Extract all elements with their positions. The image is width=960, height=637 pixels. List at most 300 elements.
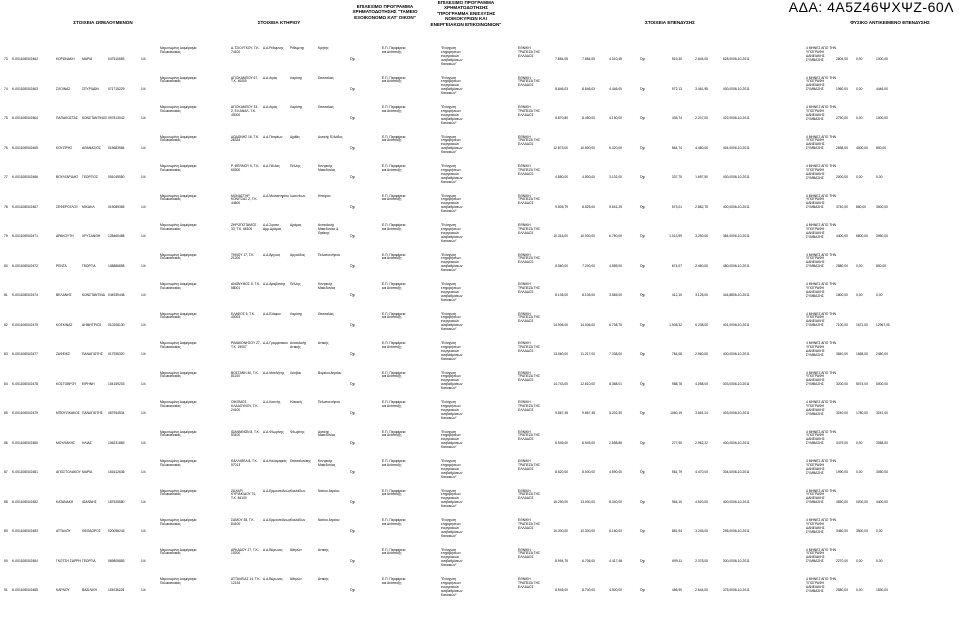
cell-t2: 0200,00 [856,499,868,504]
cell-surname: ΑΡΑΚΟΥΤΗ [56,234,74,238]
cell-t2: 0,00 [856,293,863,297]
cell-v4: 435,74 [671,116,682,120]
cell-person-note: 4 ΜΗΝΕΣ ΑΠΟ ΤΗΝ ΥΠΟΓΡΑΦΗ ΔΑΝΕΙΑΚΗΣ ΣΥΜΒΑΣΗΣ [806,429,837,446]
cell-v3: 6.320,00 [609,145,622,150]
cell-addr: ΑΤΤΑΛΕΙΑΣ 14, Τ.Κ. 12134 [231,577,261,585]
cell-v5: 4.058,00 [695,381,708,386]
cell-v5: 4.520,00 [695,499,708,504]
cell-v5: 6.238,00 [695,322,708,327]
cell-v3: 7.338,00 [609,352,622,356]
cell-v2: 6.706,00 [582,558,595,563]
cell-nomos: Κεντρικής Μακεδονίας [318,459,336,467]
header-beneficiary: ΣΤΟΙΧΕΙΑ ΩΦΕΛΟΥΜΕΝΟΝ [73,20,133,25]
cell-program-desc: "Ενίσχυση επιχειρήσεων ενεργειακών αναβαθμίσεων Κατοικιών" [441,370,463,391]
table-row [0,548,960,578]
cell-t2: 0,00 [856,263,863,268]
cell-program-desc: "Ενίσχυση επιχειρήσεων ενεργειακών αναβαθμίσεων Κατοικιών" [441,400,463,420]
table-header [0,0,960,44]
cell-ratio: 1/4 [141,263,146,268]
cell-area: Ηλειακή [290,400,302,404]
table-row [0,194,960,224]
cell-bank: ΕΘΝΙΚΗ ΤΡΑΠΕΖΑ ΤΗΣ ΕΛΛΑΔΟΣ [518,547,541,560]
cell-name: ΚΩΝΣΤΑΝΤΙΝΟΣ [82,116,108,120]
watermark-ada: ΑΔΑ: 4Α5Ζ46ΨΧΨΖ-60Λ [788,0,954,15]
cell-bank: ΕΘΝΙΚΗ ΤΡΑΠΕΖΑ ΤΗΣ ΕΛΛΑΔΟΣ [518,311,541,324]
cell-person-note: 4 ΜΗΝΕΣ ΑΠΟ ΤΗΝ ΥΠΟΓΡΑΦΗ ΔΑΝΕΙΑΚΗΣ ΣΥΜΒΑΣΗΣ [806,193,837,210]
cell-v6: 400,00 [722,440,733,445]
cell-v6: 400,00 [722,499,733,504]
cell-t2: 0,00 [856,588,863,592]
cell-v4: 972,13 [671,86,682,91]
cell-afm: 104159203 [108,381,125,386]
cell-v2: 9.867,45 [582,411,595,415]
cell-t3: 1830,00 [876,588,888,592]
cell-t3: 0,00 [876,558,883,563]
cell-t3: 0,00 [876,175,883,179]
cell-program-desc: "Ενίσχυση επιχειρήσεων ενεργειακών αναβαθμίσεων Κατοικιών" [441,518,463,538]
cell-person-note: 4 ΜΗΝΕΣ ΑΠΟ ΤΗΝ ΥΠΟΓΡΑΦΗ ΔΑΝΕΙΑΚΗΣ ΣΥΜΒΑΣΗΣ [806,459,837,475]
cell-type: Όχι [350,175,356,179]
cell-bank: ΕΘΝΙΚΗ ΤΡΑΠΕΖΑ ΤΗΣ ΕΛΛΑΔΟΣ [518,459,541,471]
cell-no: 77 [4,175,8,179]
cell-v3: 4.417,48 [609,558,622,563]
cell-v2: 7.200,00 [582,263,595,268]
table-row [0,341,960,371]
cell-type: Όχι [350,57,356,61]
cell-type: Όχι [640,588,646,592]
cell-v6: 400,00 [722,204,733,209]
cell-code: Κ-00110800/2472 [12,263,38,268]
cell-bank: ΕΘΝΙΚΗ ΤΡΑΠΕΖΑ ΤΗΣ ΕΛΛΑΔΟΣ [518,252,541,265]
cell-city: Δ.Δ.Αγιάς [263,75,278,80]
cell-type: Όχι [350,558,356,563]
cell-no: 83 [4,352,8,356]
cell-v3: 4.010,45 [609,57,622,61]
cell-v4: 1060,19 [670,411,682,415]
cell-v1: 9.505,79 [555,204,568,209]
cell-status: Μεμονωμένη Διαμέρισμα Πολυκατοικίας [160,193,197,202]
cell-name: ΠΑΝΑΓΙΩΤΗΣ [82,352,103,356]
cell-area: Ιωαννίνων [290,193,306,198]
cell-t2: 1668,00 [856,352,868,356]
cell-v5: 3.661,24 [695,411,708,415]
cell-v1: 8.846,03 [555,86,568,91]
table-row [0,135,960,165]
cell-afm: 044939448 [108,293,125,297]
cell-city: Δ.Δ.Πατρέων [263,134,283,139]
cell-v2: 8.700,00 [582,588,595,592]
cell-nomos: Αττικής [318,341,329,345]
cell-nomos: Κρήτης [318,46,329,50]
cell-date: 06-10-2011 [733,86,750,91]
cell-t1: 7100,00 [836,322,848,327]
cell-nomos: Βορείου Αιγαίου [318,370,342,375]
cell-v5: 1.697,50 [695,175,708,179]
cell-v3: 4.150,00 [609,116,622,120]
cell-surname: ΚΑΤΑΝΑΚΗ [56,499,74,504]
cell-region-text: Ε.Π. Περιφέρεια και Ανάπτυξη [382,341,406,349]
cell-v4: 1.908,32 [669,322,682,327]
cell-code: Κ-00110800/2463 [12,86,38,91]
cell-ratio: 1/4 [141,352,146,356]
cell-ratio: 1/4 [141,86,146,91]
cell-t1: 2880,00 [836,263,848,268]
table-row [0,312,960,342]
cell-status: Μεμονωμένη Διαμέρισμα Πολυκατοικίας [160,400,197,408]
cell-area: Λαρίσης [290,311,303,316]
cell-v5: 2.460,00 [695,263,708,268]
cell-surname: ΠΑΠΑΚΩΣΤΑΣ [56,116,78,120]
cell-no: 81 [4,293,8,297]
cell-v2: 8.846,03 [582,86,595,91]
cell-addr: ΟΙΚΟΜΟΣ ΚΛΑΔΟΥΝΟΥ, Τ.Κ. 24100 [231,400,259,412]
cell-addr: ΣΑΜΟΥ 35, Τ.Κ. 84100 [231,518,255,526]
cell-t1: 2270,00 [836,558,848,563]
cell-addr: Α-ΤΣΙΟΥΓΚΟΥ, Τ.Κ. 74100 [231,46,260,54]
cell-v5: 2.378,00 [695,558,708,563]
header-program-2: ΕΠΙΛΕΞΙΜΟ ΠΡΟΓΡΑΜΜΑ ΧΡΗΜΑΤΟΔΟΤΗΣΗΣ "ΠΡΟΓΡΑΜΜΑ ΕΝΙΣΧΥΣΗΣ ΝΟΙΚΟΚΥΡΙΩΝ ΚΑΙ ΕΝΕΡΓΕΙΑΚΩΝ ΕΠΙΚΟΙΝΩΝΙΩΝ" [430,0,502,27]
cell-v6: 384,00 [722,234,733,238]
cell-v6: 404,00 [722,145,733,150]
cell-area: Κυκλάδων [290,518,306,522]
cell-v4: 337,70 [671,175,682,179]
cell-name: ΠΑΝΑΓΙΩΤΗΣ [82,411,103,415]
cell-t3: 12967,00 [876,322,890,327]
cell-status: Μεμονωμένη Διαμέρισμα Πολυκατοικίας [160,370,197,379]
cell-t1: 1960,00 [836,86,848,91]
cell-v1: 8.949,00 [555,588,568,592]
cell-region-text: Ε.Π. Περιφέρεια και Ανάπτυξη [382,193,406,202]
cell-name: ΙΩΑΝΝΗΣ [82,499,97,504]
cell-nomos: Θεσσαλίας [318,75,334,80]
cell-surname: ΚΟΣΤΟΒΡΟΥ [56,381,77,386]
cell-ratio: 1/4 [141,322,146,327]
cell-addr: ΑΝΩΝΥΜΟΣ 5, Τ.Κ. 58001 [231,282,261,290]
header-investment: ΣΤΟΙΧΕΙΑ ΕΠΕΝΔΥΣΗΣ [645,20,695,25]
data-table [0,46,960,607]
cell-t3: 3058,00 [876,440,888,445]
cell-program-desc: "Ενίσχυση επιχειρήσεων ενεργειακών αναβαθμίσεων Κατοικιών" [441,429,463,450]
cell-surname: ΑΠΟΣΤΟΛΑΚΟΥ [56,470,81,474]
cell-v2: 8.000,00 [582,470,595,474]
cell-v5: 2.207,00 [695,116,708,120]
cell-name: ΓΕΩΡΓΙΟΣ [82,175,99,179]
cell-v3: 5.541,25 [609,204,622,209]
cell-v6: 295,00 [722,529,733,533]
cell-type: Όχι [640,116,646,120]
cell-v3: 6.160,00 [609,529,622,533]
cell-name: ΑΘΑΝΑΣΙΟΣ [82,145,101,150]
cell-v2: 8.450,00 [582,116,595,120]
cell-person-note: 4 ΜΗΝΕΣ ΑΠΟ ΤΗΝ ΥΠΟΓΡΑΦΗ ΔΑΝΕΙΑΚΗΣ ΣΥΜΒΑΣΗΣ [806,164,837,180]
cell-t2: 0,00 [856,470,863,474]
cell-surname: ΜΠΟΥΖΙΚΑΚΟΣ [56,411,80,415]
cell-no: 89 [4,529,8,533]
cell-area: Λαρίσης [290,105,303,109]
cell-v1: 10.316,00 [553,234,568,238]
cell-bank: ΕΘΝΙΚΗ ΤΡΑΠΕΖΑ ΤΗΣ ΕΛΛΑΔΟΣ [518,223,541,235]
cell-v1: 10.300,00 [553,529,568,533]
cell-ratio: 1/4 [141,381,146,386]
cell-region-text: Ε.Π. Περιφέρεια και Ανάπτυξη [382,577,406,585]
cell-v6: 400,00 [722,352,733,356]
cell-afm: 010208130 [108,322,125,327]
cell-v4: 964,10 [671,499,682,504]
cell-no: 85 [4,411,8,415]
cell-v2: 4.800,00 [582,175,595,179]
cell-area: Αθηνών [290,547,302,552]
cell-name: ΓΕΩΡΓΙΑ [82,558,96,563]
cell-t1: 3840,00 [836,352,848,356]
cell-surname: ΚΑΡΝΟΥ [56,588,70,592]
cell-v4: 573,01 [671,204,682,209]
cell-t3: 5000,00 [876,381,888,386]
cell-v3: 4.500,00 [609,588,622,592]
cell-v1: 4.850,00 [555,175,568,179]
cell-v2: 10.800,00 [580,145,595,150]
cell-afm: 115036225 [108,588,125,592]
cell-bank: ΕΘΝΙΚΗ ΤΡΑΠΕΖΑ ΤΗΣ ΕΛΛΑΔΟΣ [518,134,541,147]
cell-ratio: 1/4 [141,440,146,445]
cell-t3: 2450,00 [876,352,888,356]
cell-code: Κ-00110800/2477 [12,352,38,356]
cell-status: Μεμονωμένη Διαμέρισμα Πολυκατοικίας [160,105,197,113]
table-row [0,253,960,283]
cell-type: Όχι [350,86,356,91]
cell-region-text: Ε.Π. Περιφέρεια και Ανάπτυξη [382,518,406,526]
cell-city: Δ.Δ.Φλωρίνης [263,429,284,434]
cell-surname: ΖΑΦΕΙΚΣ [56,352,71,356]
cell-t1: 2804,00 [836,57,848,61]
cell-person-note: 4 ΜΗΝΕΣ ΑΠΟ ΤΗΝ ΥΠΟΓΡΑΦΗ ΔΑΝΕΙΑΚΗΣ ΣΥΜΒΑΣΗΣ [806,105,837,121]
cell-city: Δ.Δ.Γραμματικού [263,341,288,345]
cell-t1: 4400,00 [836,234,848,238]
cell-t2: 1780,00 [856,411,868,415]
cell-t2: 0,00 [856,86,863,91]
cell-code: Κ-00110800/2467 [12,204,38,209]
cell-t2: 1671,00 [856,322,868,327]
cell-no: 79 [4,234,8,238]
cell-city: Δ.Δ.Βύρωνος [263,547,283,552]
cell-nomos: Κεντρικής Μακεδονίας [318,282,336,290]
cell-region-text: Ε.Π. Περιφέρεια και Ανάπτυξη [382,311,406,320]
cell-v4: 864,74 [671,145,682,150]
cell-v1: 7.854,05 [555,57,568,61]
cell-v6: 422,00 [722,116,733,120]
cell-program-desc: "Ενίσχυση επιχειρήσεων ενεργειακών αναβαθμίσεων Κατοικιών" [441,341,463,361]
cell-v3: 4.590,00 [609,470,622,474]
cell-v4: 1.013,99 [669,234,682,238]
cell-v1: 13.060,00 [553,352,568,356]
cell-name: ΔΗΜΗΤΡΙΟΣ [82,322,102,327]
cell-area: Θεσσαλονίκης [290,459,311,463]
cell-no: 76 [4,145,8,150]
cell-v3: 8.340,00 [609,499,622,504]
cell-t3: 0,00 [876,529,883,533]
cell-v4: 674,07 [671,263,682,268]
cell-city: Δ.Δ.Καλαμαριάς [263,459,287,463]
cell-name: ΜΑΡΙΑ [82,57,93,61]
cell-addr: Ρ. ΦΕΡΑΙΟΥ 5, Τ.Κ. 60300 [231,164,260,172]
cell-t1: 2750,00 [836,116,848,120]
cell-person-note: 4 ΜΗΝΕΣ ΑΠΟ ΤΗΝ ΥΠΟΓΡΑΦΗ ΔΑΝΕΙΑΚΗΣ ΣΥΜΒΑΣΗΣ [806,282,837,298]
cell-name: ΣΠΥΡΙΔΩΝ [82,86,99,91]
cell-code: Κ-00110800/2465 [12,145,38,150]
cell-afm: 161612636 [108,470,125,474]
cell-t1: 1800,00 [836,293,848,297]
cell-v1: 16.290,00 [553,499,568,504]
cell-area: Ρέθυμνης [290,46,305,50]
cell-t2: 0,00 [856,57,863,61]
cell-addr: ΑΓΙΟΚΑΜΠΟΥ 67, Τ.Κ. 40000 [231,75,259,84]
cell-area: Αργολίδος [290,252,306,257]
cell-ratio: 1/4 [141,499,146,504]
cell-addr: ΡΙΜΑΚΟΝΗΣΟΥ 27, Τ.Κ. 19007 [231,341,261,349]
cell-date: 06-10-2011 [733,499,750,504]
cell-ratio: 1/4 [141,558,146,563]
cell-no: 75 [4,116,8,120]
cell-city: Δ.Δ.Κοτινής [263,400,281,404]
cell-t3: 1000,00 [876,116,888,120]
cell-ratio: 1/4 [141,145,146,150]
cell-bank: ΕΘΝΙΚΗ ΤΡΑΠΕΖΑ ΤΗΣ ΕΛΛΑΔΟΣ [518,164,541,176]
cell-person-note: 4 ΜΗΝΕΣ ΑΠΟ ΤΗΝ ΥΠΟΓΡΑΦΗ ΔΑΝΕΙΑΚΗΣ ΣΥΜΒΑΣΗΣ [806,577,837,593]
cell-type: Όχι [640,293,646,297]
cell-status: Μεμονωμένη Διαμέρισμα Πολυκατοικίας [160,223,197,231]
cell-bank: ΕΘΝΙΚΗ ΤΡΑΠΕΖΑ ΤΗΣ ΕΛΛΑΔΟΣ [518,370,541,383]
cell-v4: 519,30 [671,57,682,61]
cell-t2: 0,00 [856,558,863,563]
cell-nomos: Ηπείρου [318,193,331,198]
cell-no: 73 [4,57,8,61]
cell-name: ΗΛΙΑΣ [82,440,92,445]
cell-date: 06-10-2011 [733,263,750,268]
table-row [0,518,960,548]
cell-v3: 3.102,00 [609,175,622,179]
cell-no: 91 [4,588,8,592]
cell-status: Μεμονωμένη Διαμέρισμα Πολυκατοικίας [160,459,197,467]
cell-type: Όχι [350,499,356,504]
cell-no: 84 [4,381,8,386]
cell-surname: ΚΟΥΖΙΡΗΣ [56,145,73,150]
cell-type: Όχι [640,145,646,150]
cell-code: Κ-00110800/2478 [12,381,38,386]
table-row [0,489,960,519]
cell-type: Όχι [640,558,646,563]
cell-v6: 403,00 [722,411,733,415]
cell-type: Όχι [640,86,646,91]
cell-ratio: 1/4 [141,529,146,533]
cell-v1: 6.949,00 [555,440,568,445]
cell-city: Δ.Δ.Ρέθυμνης [263,46,284,50]
cell-status: Μεμονωμένη Διαμέρισμα Πολυκατοικίας [160,46,197,54]
cell-program-desc: "Ενίσχυση επιχειρήσεων ενεργειακών αναβαθμίσεων Κατοικιών" [441,577,463,597]
cell-person-note: 4 ΜΗΝΕΣ ΑΠΟ ΤΗΝ ΥΠΟΓΡΑΦΗ ΔΑΝΕΙΑΚΗΣ ΣΥΜΒΑΣΗΣ [806,547,837,564]
cell-t1: 2880,00 [836,588,848,592]
cell-region-text: Ε.Π. Περιφέρεια και Ανάπτυξη [382,134,406,143]
cell-type: Όχι [640,499,646,504]
cell-type: Όχι [640,411,646,415]
cell-surname: ΚΟΡΩΝΑΚΗ [56,57,75,61]
cell-date: 06-10-2011 [733,470,750,474]
cell-type: Όχι [350,411,356,415]
cell-program-desc: "Ενίσχυση επιχειρήσεων ενεργειακών αναβαθμίσεων Κατοικιών" [441,46,463,66]
cell-status: Μεμονωμένη Διαμέρισμα Πολυκατοικίας [160,518,197,526]
table-row [0,46,960,76]
cell-bank: ΕΘΝΙΚΗ ΤΡΑΠΕΖΑ ΤΗΣ ΕΛΛΑΔΟΣ [518,341,541,353]
cell-person-note: 4 ΜΗΝΕΣ ΑΠΟ ΤΗΝ ΥΠΟΓΡΑΦΗ ΔΑΝΕΙΑΚΗΣ ΣΥΜΒΑΣΗΣ [806,400,837,416]
table-row [0,76,960,106]
cell-code: Κ-00110800/2464 [12,116,38,120]
cell-city: Δ.Δ.Πέλλας [263,164,280,168]
cell-status: Μεμονωμένη Διαμέρισμα Πολυκατοικίας [160,488,197,497]
cell-v3: 5.202,30 [609,411,622,415]
cell-t1: 3200,00 [836,381,848,386]
cell-afm: 071715229 [108,86,125,91]
cell-no: 88 [4,499,8,504]
cell-city: Δ.Δ.Ελάφου [263,311,281,316]
cell-t3: 1000,00 [876,57,888,61]
cell-nomos: Κεντρικής Μακεδονίας [318,164,336,172]
cell-surname: ΓΚΟΤΣΗ ΣΑΡΡΗ [56,558,81,563]
cell-afm: 069805883 [108,558,125,563]
cell-t2: 4000,00 [856,145,868,150]
cell-area: Αθηνών [290,577,302,581]
cell-afm: 106231883 [108,440,125,445]
cell-person-note: 4 ΜΗΝΕΣ ΑΠΟ ΤΗΝ ΥΠΟΓΡΑΦΗ ΔΑΝΕΙΑΚΗΣ ΣΥΜΒΑΣΗΣ [806,223,837,239]
cell-date: 06-10-2011 [733,529,750,533]
cell-no: 74 [4,86,8,91]
cell-t1: 2698,00 [836,145,848,150]
cell-v3: 4.446,00 [609,86,622,91]
cell-addr: ΤΗΝΟΥ 17, Τ.Κ. 21200 [231,252,255,261]
cell-v4: 456,90 [671,588,682,592]
cell-date: 06-10-2011 [733,57,750,61]
cell-surname: ΚΟΣΚΙΝΑΣ [56,322,73,327]
cell-date: 06-10-2011 [733,352,750,356]
cell-v5: 3.250,00 [695,234,708,238]
cell-v2: 7.854,05 [582,57,595,61]
cell-type: Όχι [350,204,356,209]
cell-program-desc: "Ενίσχυση επιχειρήσεων ενεργειακών αναβαθμίσεων Κατοικιών" [441,547,463,568]
cell-status: Μεμονωμένη Διαμέρισμα Πολυκατοικίας [160,577,197,585]
cell-date: 06-10-2011 [733,175,750,179]
cell-v5: 2.644,00 [695,588,708,592]
cell-area: Δράμας [290,223,302,227]
cell-t3: 3950,00 [876,234,888,238]
cell-type: Όχι [640,529,646,533]
cell-region-text: Ε.Π. Περιφέρεια και Ανάπτυξη [382,282,406,290]
cell-addr: ΕΛΑΦΟΣ 5, Τ.Κ. 40003 [231,311,255,320]
cell-addr: ΑΓΙΟΚΑΜΠΟΥ 33-2, 5 ΚΑΝΑΛ. Τ.Κ. 40000 [231,105,259,117]
table-row [0,400,960,430]
cell-region-text: Ε.Π. Περιφέρεια και Ανάπτυξη [382,459,406,467]
cell-code: Κ-00110800/2479 [12,411,38,415]
cell-code: Κ-00110800/2466 [12,175,38,179]
cell-bank: ΕΘΝΙΚΗ ΤΡΑΠΕΖΑ ΤΗΣ ΕΛΛΑΔΟΣ [518,75,541,88]
cell-v6: 303,00 [722,381,733,386]
cell-surname: ΒΟΥΛΓΑΡΙΔΗΣ [56,175,79,179]
cell-code: Κ-00110800/2471 [12,234,38,238]
cell-ratio: 1/4 [141,175,146,179]
cell-addr: ΒΟΣΤΑΝΗ 40, Τ.Κ. 81100 [231,370,259,379]
cell-name: ΚΩΝΣΤΑΝΤΙΝΑ [82,293,105,297]
cell-person-note: 4 ΜΗΝΕΣ ΑΠΟ ΤΗΝ ΥΠΟΓΡΑΦΗ ΔΑΝΕΙΑΚΗΣ ΣΥΜΒΑΣΗΣ [806,488,837,505]
cell-t3: 3000,00 [876,204,888,209]
cell-code: Κ-00110800/2485 [12,588,38,592]
cell-v6: 400,00 [722,175,733,179]
cell-v2: 8.105,00 [582,293,595,297]
